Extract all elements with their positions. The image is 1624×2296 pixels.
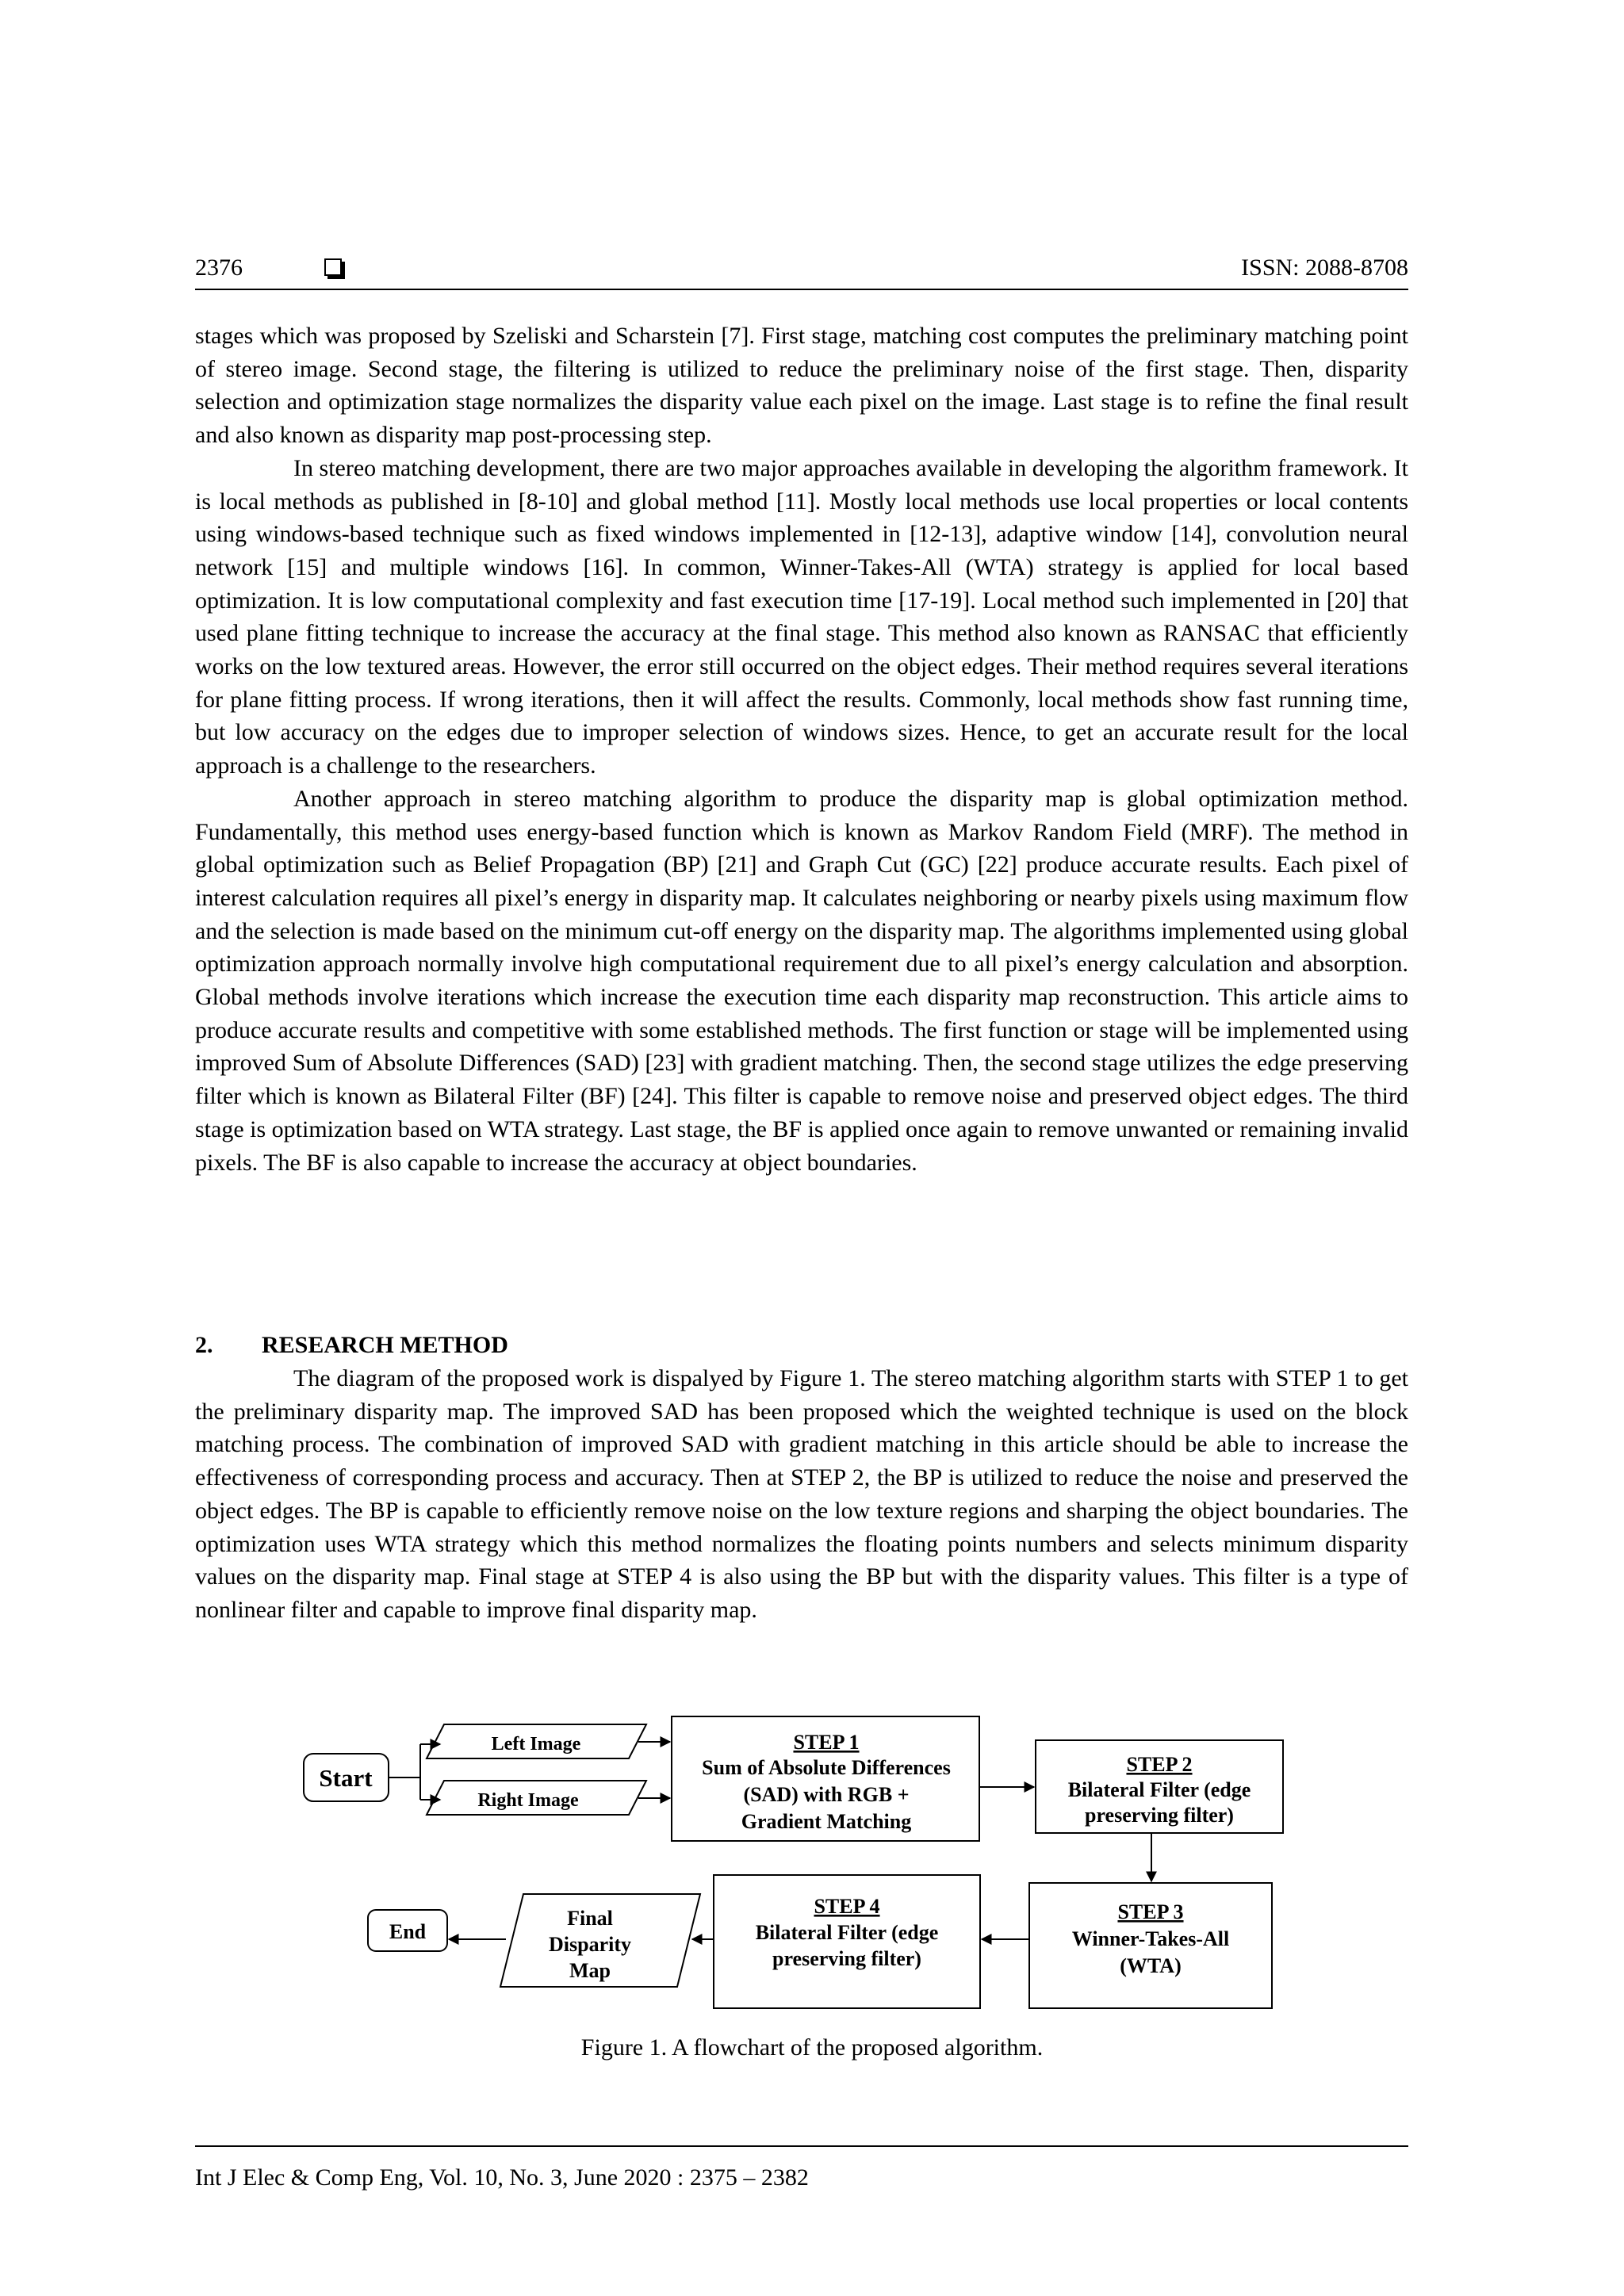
step1-line3: Gradient Matching: [741, 1810, 912, 1833]
right-image-label: Right Image: [477, 1790, 579, 1811]
start-label: Start: [319, 1764, 373, 1792]
figure-caption: Figure 1. A flowchart of the proposed algorithm.: [580, 2034, 1044, 2061]
step2-line2: preserving filter): [1085, 1804, 1234, 1827]
step3-title: STEP 3: [1117, 1900, 1184, 1923]
page-number: 2376: [195, 254, 243, 281]
paragraph-3: Another approach in stereo matching algorithm to produce the disparity map is global optimization method. Fundamentally, this method uses energy-based function which is known as Markov Random Field (MRF). The method in global optimization such as Belief Propagation (BP) [21] and Graph Cut (GC) [22] produce accurate results. Each pixel of interest calculation requires all pixel’s energy in disparity map. It calculates neighboring or nearby pixels using maximum flow and the selection is made based on the minimum cut-off energy on the disparity map. The algorithms implemented using global optimization approach normally involve high computational requirement due to all pixel’s energy calculation and absorption. Global methods involve iterations which increase the execution time each disparity map reconstruction. This article aims to produce accurate results and competitive with some established methods. The first function or stage will be implemented using improved Sum of Absolute Differences (SAD) [23] with gradient matching. Then, the second stage utilizes the edge preserving filter which is known as Bilateral Filter (BF) [24]. This filter is capable to remove noise and preserved object edges. The third stage is optimization based on WTA strategy. Last stage, the BF is applied once again to remove unwanted or remaining invalid pixels. The BF is also capable to increase the accuracy at object boundaries.: [195, 785, 1408, 1176]
step2-line1: Bilateral Filter (edge: [1067, 1778, 1251, 1801]
section-title: RESEARCH METHOD: [262, 1332, 508, 1358]
step4-title: STEP 4: [814, 1895, 880, 1918]
step2-title: STEP 2: [1126, 1753, 1193, 1776]
journal-citation: Int J Elec & Comp Eng, Vol. 10, No. 3, June 2020 : 2375 – 2382: [195, 2164, 809, 2191]
final-line3: Map: [569, 1959, 611, 1982]
section-paragraph: The diagram of the proposed work is dispalyed by Figure 1. The stereo matching algorithm starts with STEP 1 to get the preliminary disparity map. The improved SAD has been proposed which the weighted technique is used on the block matching process. The combination of improved SAD with gradient matching in this article should be able to increase the effectiveness of corresponding process and accuracy. Then at STEP 2, the BP is utilized to reduce the noise and preserved the object edges. The BP is capable to efficiently remove noise on the low texture regions and sharping the object boundaries. The optimization uses WTA strategy which this method normalizes the floating points numbers and selects minimum disparity values on the disparity map. Final stage at STEP 4 is also using the BP but with the disparity values. This filter is a type of nonlinear filter and capable to improve final disparity map.: [195, 1365, 1408, 1623]
step1-line2: (SAD) with RGB +: [743, 1783, 910, 1806]
final-line1: Final: [567, 1907, 613, 1930]
step1-line1: Sum of Absolute Differences: [702, 1756, 951, 1779]
left-image-label: Left Image: [491, 1734, 581, 1755]
step1-title: STEP 1: [793, 1731, 860, 1754]
step3-line2: (WTA): [1120, 1954, 1182, 1977]
issn-label: ISSN: 2088-8708: [1241, 254, 1408, 281]
section-number: 2.: [195, 1332, 213, 1358]
paragraph-1: stages which was proposed by Szeliski and Scharstein [7]. First stage, matching cost computes the preliminary matching point of stereo image. Second stage, the filtering is utilized to reduce the preliminary noise of the first stage. Then, disparity selection and optimization stage normalizes the disparity value each pixel on the image. Last stage is to refine the final result and also known as disparity map post-processing step.: [195, 323, 1408, 449]
step3-line1: Winner-Takes-All: [1071, 1927, 1230, 1950]
page-footer: [195, 2145, 1408, 2191]
paragraph-2: In stereo matching development, there are two major approaches available in developing the algorithm framework. It is local methods as published in [8-10] and global method [11]. Mostly local methods use local properties or local contents using windows-based technique such as fixed windows implemented in [12-13], adaptive window [14], convolution neural network [15] and multiple windows [16]. In common, Winner-Takes-All (WTA) strategy is applied for local based optimization. It is low computational complexity and fast execution time [17-19]. Local method such implemented in [20] that used plane fitting technique to increase the accuracy at the final stage. This method also known as RANSAC that efficiently works on the low textured areas. However, the error still occurred on the object edges. Their method requires several iterations for plane fitting process. If wrong iterations, then it will affect the results. Commonly, local methods show fast running time, but low accuracy on the edges due to improper selection of windows sizes. Hence, to get an accurate result for the local approach is a challenge to the researchers.: [195, 454, 1408, 779]
end-label: End: [389, 1920, 427, 1943]
final-line2: Disparity: [549, 1933, 631, 1956]
step4-line1: Bilateral Filter (edge: [755, 1921, 939, 1944]
step4-line2: preserving filter): [772, 1947, 921, 1970]
